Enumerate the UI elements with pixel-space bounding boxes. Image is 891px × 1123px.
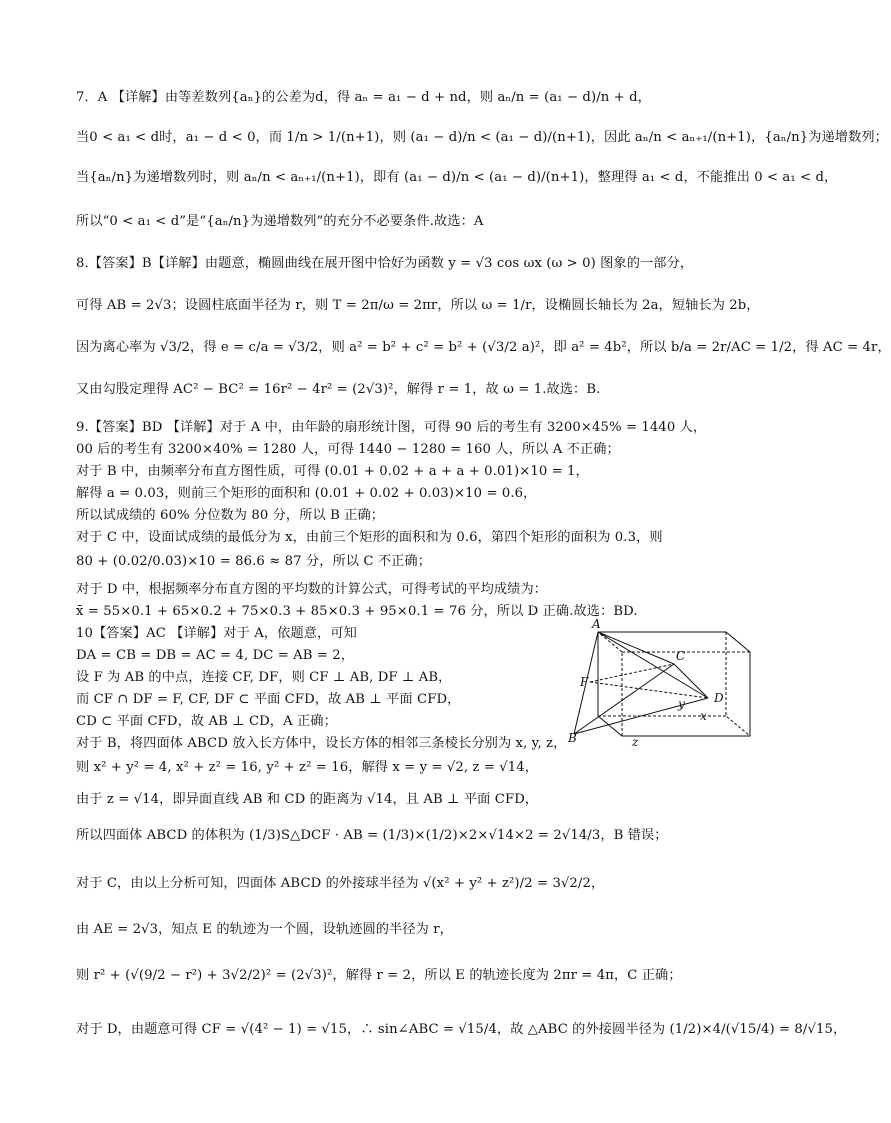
- line-9-5: 所以试成绩的 60% 分位数为 80 分，所以 B 正确；: [76, 508, 385, 523]
- label-x: x: [700, 709, 707, 723]
- line-7-1: 7．A 【详解】由等差数列{aₙ}的公差为d，得 aₙ = a₁ − d + nd，则 aₙ/n = (a₁ − d)/n + d，: [76, 90, 651, 105]
- line-10-1: 10【答案】AC 【详解】对于 A，依题意，可知: [76, 626, 357, 641]
- line-10-11: 由 AE = 2√3，知点 E 的轨迹为一个圆，设轨迹圆的半径为 r，: [76, 922, 453, 937]
- line-7-3: 当{aₙ/n}为递增数列时，则 aₙ/n < aₙ₊₁/(n+1)，即有 (a₁ − d)/n < (a₁ − d)/(n+1)，整理得 a₁ < d，不能推出 0 < a₁ < d，: [76, 170, 838, 185]
- label-d: D: [714, 691, 724, 705]
- line-8-2: 可得 AB = 2√3；设圆柱底面半径为 r，则 T = 2π/ω = 2πr，所以 ω = 1/r，设椭圆长轴长为 2a，短轴长为 2b，: [76, 298, 760, 313]
- line-9-4: 解得 a = 0.03，则前三个矩形的面积和 (0.01 + 0.02 + 0.03)×10 = 0.6，: [76, 486, 537, 501]
- line-9-8: 对于 D 中，根据频率分布直方图的平均数的计算公式，可得考试的平均成绩为：: [76, 582, 548, 597]
- line-10-3: 设 F 为 AB 的中点，连接 CF, DF，则 CF ⊥ AB, DF ⊥ AB，: [76, 670, 452, 685]
- line-9-2: 00 后的考生有 3200×40% = 1280 人，可得 1440 − 1280 = 160 人，所以 A 不正确；: [76, 442, 620, 457]
- line-9-7: 80 + (0.02/0.03)×10 = 86.6 ≈ 87 分，所以 C 不正确；: [76, 554, 431, 569]
- label-b: B: [568, 731, 577, 745]
- line-10-12: 则 r² + (√(9/2 − r²) + 3√2/2)² = (2√3)²，解得 r = 2，所以 E 的轨迹长度为 2πr = 4π，C 正确；: [76, 968, 682, 983]
- label-a: A: [592, 617, 601, 631]
- line-9-1: 9.【答案】BD 【详解】对于 A 中，由年龄的扇形统计图，可得 90 后的考生有 3200×45% = 1440 人，: [76, 420, 707, 435]
- line-8-1: 8.【答案】B【详解】由题意，椭圆曲线在展开图中恰好为函数 y = √3 cos ωx (ω > 0) 图象的一部分，: [76, 256, 694, 271]
- line-10-2: DA = CB = DB = AC = 4, DC = AB = 2，: [76, 648, 355, 663]
- line-10-4: 而 CF ∩ DF = F, CF, DF ⊂ 平面 CFD，故 AB ⊥ 平面 CFD，: [76, 692, 461, 707]
- line-8-4: 又由勾股定理得 AC² − BC² = 16r² − 4r² = (2√3)²，解得 r = 1，故 ω = 1.故选：B.: [76, 382, 601, 397]
- line-10-13: 对于 D，由题意可得 CF = √(4² − 1) = √15，∴ sin∠ABC = √15/4，故 △ABC 的外接圆半径为 (1/2)×4/(√15/4) = 8/√15，: [76, 1022, 847, 1037]
- line-10-8: 由于 z = √14，即异面直线 AB 和 CD 的距离为 √14，且 AB ⊥ 平面 CFD，: [76, 792, 539, 807]
- line-9-6: 对于 C 中，设面试成绩的最低分为 x，由前三个矩形的面积和为 0.6，第四个矩形的面积为 0.3，则: [76, 530, 663, 545]
- cuboid-tetrahedron-figure: [568, 616, 768, 749]
- cuboid-back-edges: [726, 632, 750, 736]
- label-z: z: [632, 735, 639, 749]
- line-7-2: 当0 < a₁ < d时，a₁ − d < 0，而 1/n > 1/(n+1)，则 (a₁ − d)/n < (a₁ − d)/(n+1)，因此 aₙ/n < aₙ₊₁/(n+1)，{aₙ/n}为递增数列；: [76, 130, 888, 145]
- line-7-4: 所以“0 < a₁ < d”是“{aₙ/n}为递增数列”的充分不必要条件.故选：A: [76, 214, 484, 229]
- tetra-edges: [574, 632, 708, 734]
- tetra-edge-bd: [574, 698, 708, 734]
- cuboid-outline: [598, 632, 750, 736]
- label-f: F: [580, 675, 589, 689]
- line-10-9: 所以四面体 ABCD 的体积为 (1/3)S△DCF · AB = (1/3)×(1/2)×2×√14×2 = 2√14/3，B 错误；: [76, 828, 668, 843]
- label-c: C: [676, 649, 686, 663]
- cuboid-hidden-edges: [598, 632, 750, 736]
- label-y: y: [678, 697, 685, 711]
- line-10-7: 则 x² + y² = 4, x² + z² = 16, y² + z² = 16，解得 x = y = √2, z = √14，: [76, 760, 539, 775]
- line-10-5: CD ⊂ 平面 CFD，故 AB ⊥ CD，A 正确；: [76, 714, 337, 729]
- line-9-3: 对于 B 中，由频率分布直方图性质，可得 (0.01 + 0.02 + a + a + 0.01)×10 = 1，: [76, 464, 589, 479]
- line-9-9: x̄ = 55×0.1 + 65×0.2 + 75×0.3 + 85×0.3 + 95×0.1 = 76 分，所以 D 正确.故选：BD.: [76, 604, 638, 619]
- line-10-10: 对于 C，由以上分析可知，四面体 ABCD 的外接球半径为 √(x² + y² + z²)/2 = 3√2/2，: [76, 876, 605, 891]
- line-8-3: 因为离心率为 √3/2，得 e = c/a = √3/2，则 a² = b² + c² = b² + (√3/2 a)²，即 a² = 4b²，所以 b/a = 2r/AC = 1/2，得 AC = 4r，: [76, 340, 891, 355]
- line-10-6: 对于 B，将四面体 ABCD 放入长方体中，设长方体的相邻三条棱长分别为 x, y, z，: [76, 736, 567, 751]
